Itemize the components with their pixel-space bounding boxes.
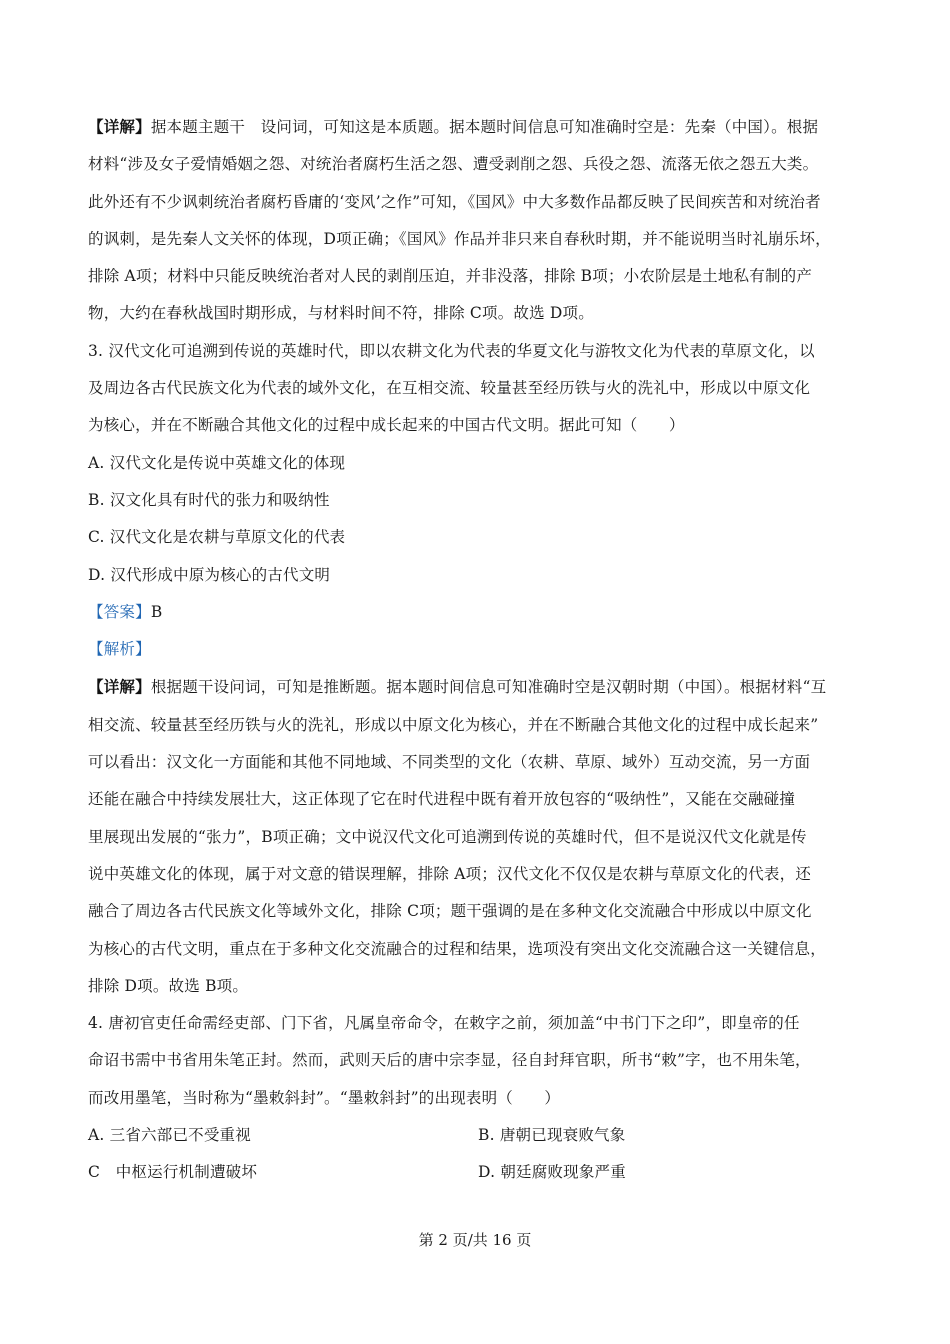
q2-detail-tag: 【详解】 [88, 117, 151, 136]
q3-stem-line-2: 及周边各古代民族文化为代表的域外文化，在互相交流、较量甚至经历铁与火的洗礼中，形成以中原文化 [88, 379, 811, 398]
q2-detail-line-3: 此外还有不少讽刺统治者腐朽昏庸的‘变风’之作”可知，《国风》中大多数作品都反映了民间疾苦和对统治者 [88, 192, 821, 211]
page-footer: 第 2 页/共 16 页 [418, 1231, 532, 1249]
q4-options-row-2 [88, 1154, 868, 1191]
q2-detail-line-2: 材料“涉及女子爱情婚姻之怨、对统治者腐朽生活之怨、遭受剥削之怨、兵役之怨、流落无依之怨五大类。 [88, 155, 819, 174]
q3-detail-line-4: 还能在融合中持续发展壮大，这正体现了它在时代进程中既有着开放包容的“吸纳性”，又能在交融碰撞 [88, 790, 796, 809]
q3-detail-line-3: 可以看出：汉文化一方面能和其他不同地域、不同类型的文化（农耕、草原、域外）互动交流，另一方面 [88, 753, 811, 772]
q3-answer-tag: 【答案】 [88, 602, 151, 621]
document-page [88, 108, 868, 1192]
q3-analysis [88, 631, 868, 668]
q3-answer-value: B [150, 602, 163, 621]
q3-option-a: A. 汉代文化是传说中英雄文化的体现 [88, 453, 346, 472]
q2-detail-line-5: 排除 A项；材料中只能反映统治者对人民的剥削压迫，并非没落，排除 B项；小农阶层是土地私有制的产 [88, 267, 813, 286]
q2-detail-line-1: 【详解】据本题主题干 设问词，可知这是本质题。据本题时间信息可知准确时空是：先秦（中国）。根据 [88, 117, 819, 136]
q3-option-b: B. 汉文化具有时代的张力和吸纳性 [88, 490, 330, 509]
q4-option-a: A. 三省六部已不受重视 [88, 1126, 251, 1145]
q4-option-b: B. 唐朝已现衰败气象 [478, 1126, 626, 1145]
q4-stem-line-2: 命诏书需中书省用朱笔正封。然而，武则天后的唐中宗李显，径自封拜官职，所书“敕”字，也不用朱笔， [88, 1051, 811, 1070]
q3-detail-line-9: 排除 D项。故选 B项。 [88, 976, 249, 995]
q2-detail-line-6: 物，大约在春秋战国时期形成，与材料时间不符，排除 C项。故选 D项。 [88, 304, 594, 323]
q3-analysis-tag: 【解析】 [88, 640, 151, 659]
q3-detail-line-5: 里展现出发展的“张力”，B项正确；文中说汉代文化可追溯到传说的英雄时代，但不是说汉代文化就是传 [88, 827, 807, 846]
q4-option-c: C 中枢运行机制遭破坏 [88, 1163, 258, 1182]
q3-detail-tag: 【详解】 [88, 677, 151, 697]
q4-options-row-1 [88, 1117, 868, 1154]
q3-detail-line-2: 相交流、较量甚至经历铁与火的洗礼，形成以中原文化为核心，并在不断融合其他文化的过程中成长起来” [88, 715, 819, 734]
q3-detail-line-8: 为核心的古代文明，重点在于多种文化交流融合的过程和结果，选项没有突出文化交流融合这一关键信息， [88, 939, 826, 958]
q3-stem-line-3: 为核心，并在不断融合其他文化的过程中成长起来的中国古代文明。据此可知（ ） [88, 416, 685, 435]
q3-detail-line-1: 【详解】根据题干设问词，可知是推断题。据本题时间信息可知准确时空是汉朝时期（中国）。根据材料“互 [88, 677, 827, 697]
q3-stem-line-1: 3. 汉代文化可追溯到传说的英雄时代，即以农耕文化为代表的华夏文化与游牧文化为代表的草原文化，以 [88, 341, 815, 360]
q3-detail-line-7: 融合了周边各古代民族文化等域外文化，排除 C项；题干强调的是在多种文化交流融合中形成以中原文化 [88, 902, 812, 921]
q4-stem-line-1: 4. 唐初官吏任命需经吏部、门下省，凡属皇帝命令，在敕字之前，须加盖“中书门下之印”，即皇帝的任 [88, 1014, 800, 1033]
q2-detail-line-4: 的讽刺，是先秦人文关怀的体现，D项正确；《国风》作品并非只来自春秋时期，并不能说明当时礼崩乐坏， [88, 229, 831, 248]
q3-answer [88, 594, 868, 631]
q3-detail-line-6: 说中英雄文化的体现，属于对文意的错误理解，排除 A项；汉代文化不仅仅是农耕与草原文化的代表，还 [88, 864, 812, 883]
q4-stem-line-3: 而改用墨笔，当时称为“墨敕斜封”。“墨敕斜封”的出现表明（ ） [88, 1088, 561, 1107]
q4-option-d: D. 朝廷腐败现象严重 [478, 1163, 626, 1182]
q3-option-d: D. 汉代形成中原为核心的古代文明 [88, 565, 331, 584]
q3-option-c: C. 汉代文化是农耕与草原文化的代表 [88, 528, 346, 547]
